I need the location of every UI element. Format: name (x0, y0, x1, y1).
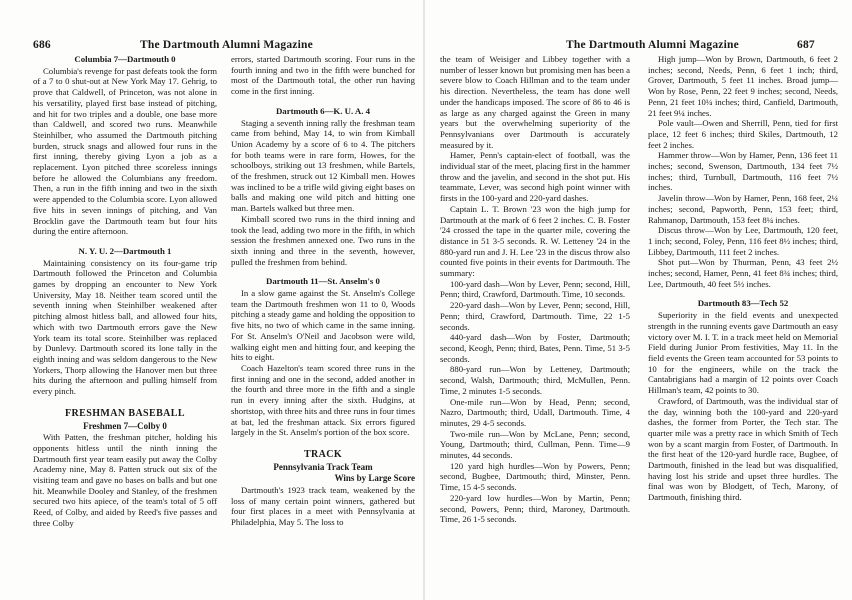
section-heading: Dartmouth 83—Tech 52 (697, 298, 789, 309)
spacer (33, 237, 217, 246)
paragraph: Captain L. T. Brown '23 won the high jump for Dartmouth at the mark of 6 feet 2 inches. C. B. Foster '24 crossed the tape in the quarter mile, covering the distance in 51 3-5 seconds. R. W. Letteney '24 in the 880-yard run and J. H. Lee '23 in the discus throw also counted five points in their events for Dartmouth. The summary: (440, 203, 630, 279)
paragraph: One-mile run—Won by Head, Penn; second, Nazro, Dartmouth; third, Udall, Dartmouth. Time, 4 minutes, 29 4-5 seconds. (440, 396, 630, 428)
section-heading: N. Y. U. 2—Dartmouth 1 (78, 245, 172, 256)
running-title: The Dartmouth Alumni Magazine (566, 39, 739, 51)
paragraph: Shot put—Won by Thurman, Penn, 43 feet 2½ inches; second, Hamer, Penn, 41 feet 8¾ inches; third, Lee, Dartmouth, 40 feet 5½ inches. (648, 257, 838, 289)
paragraph: Crawford, of Dartmouth, was the individual star of the day, winning both the 100-yard and 220-yard dashes, the former from Porter, the Tech star. The quarter mile was a pretty race in which Smith of Tech won by a scant margin from Foster, of Dartmouth. In the first heat of the 120-yard hurdle race, Bugbee, of Dartmouth, finished in the lead but was disqualified, having lost his stride and upset three hurdles. The final was won by Blodgett, of Tech, Marony, of Dartmouth, finishing third. (648, 395, 838, 503)
paragraph: Javelin throw—Won by Hamer, Penn, 168 feet, 2¼ inches; second, Papworth, Penn, 153 feet; third, Rahmanop, Dartmouth, 153 feet 8¼ inches. (648, 193, 838, 225)
paragraph: In a slow game against the St. Anselm's College team the Dartmouth freshmen won 11 to 0, Woods pitching a steady game and holding the opposition to five hits, no two of which came in the same inning. For St. Anselm's O'Neil and Jacobson were wild, walking eight men and hitting four, and keeping the hits to eight. (231, 288, 415, 363)
paragraph: Kimball scored two runs in the third inning and took the lead, adding two more in the fifth, in which session the freshmen annexed one. Two runs in the sixth inning and three in the seventh, however, pulled the freshmen from behind. (231, 213, 415, 267)
paragraph: Hamer, Penn's captain-elect of football, was the individual star of the meet, placing first in the hammer throw and the javelin, and second in the shot put. His teammate, Lever, was second high point winner with firsts in the 100-yard and 220-yard dashes. (440, 150, 630, 204)
paragraph: Columbia's revenge for past defeats took the form of a 7 to 0 shut-out at New York May 17. Gehrig, to prove that Caldwell, of Princeton, was not alone in his versatility, played first base instead of pitching, and hit for two triples and a double, one base more than Caldwell, and scored two runs. Meanwhile Steinhilber, who assumed the Dartmouth pitching burden, struck snags and allowed four runs in the first inning, thereby giving Lyon a job as a replacement. Lyon pitched three scoreless innings before he allowed the Columbians any freedom. Then, a run in the fifth inning and two in the sixth were appended to the Columbia score. Lyon allowed five hits in seven innings of pitching, and Van Brocklin gave the Dartmouth team but four hits during the entire afternoon. (33, 65, 217, 237)
running-title: The Dartmouth Alumni Magazine (140, 39, 313, 51)
text-column (440, 54, 630, 525)
right-page (426, 0, 852, 600)
paragraph: Staging a seventh inning rally the freshman team came from behind, May 14, to win from Kimball Union Academy by a score of 6 to 4. The pitchers for both teams were in rare form, Howes, for the schoolboys, striking out 13 freshmen, while Bartels, of the freshmen, struck out 12 Kimball men. Howes was inclined to be a trifle wild giving eight bases on balls and making one wild pitch and hitting one man. Bartels walked but three men. (231, 117, 415, 214)
paragraph: 880-yard run—Won by Letteney, Dartmouth; second, Walsh, Dartmouth; third, McMullen, Penn. Time, 2 minutes 1-5 seconds. (440, 364, 630, 396)
text-column (231, 54, 415, 528)
section-heading: Columbia 7—Dartmouth 0 (74, 54, 176, 64)
paragraph: Superiority in the field events and unexpected strength in the running events gave Dartmouth an easy victory over M. I. T. in a track meet held on Memorial Field during Junior Prom festivities, May 11. In the field events the Green team accounted for 53 points to 10 for the engineers, while on the track the Cantabrigians had a margin of 12 points over Coach Hillman's team, 42 points to 30. (648, 310, 838, 396)
text-column (33, 54, 217, 529)
section-heading: Pennsylvania Track Team (273, 461, 373, 472)
section-heading: FRESHMAN BASEBALL (65, 407, 185, 419)
paragraph: Discus throw—Won by Lee, Dartmouth, 120 feet, 1 inch; second, Foley, Penn, 116 feet 8½ inches; third, Libbey, Dartmouth, 111 feet 2 inches. (648, 225, 838, 257)
section-heading: Freshmen 7—Colby 0 (83, 420, 167, 431)
paragraph: Maintaining consistency on its four-game trip Dartmouth followed the Princeton and Columbia games by dropping an encounter to New York University, May 18. Neither team scored until the seventh inning when Steinhilber weakened after pitching almost hitless ball, and allowed four hits, which with two Dartmouth errors gave the New York team its total score. Steinhilber was replaced by Dunlevy. Dartmouth scored its lone tally in the eighth inning and was seldom dangerous to the New Yorkers, Thorp allowing the Hanover men but three hits during the afternoon and pulling himself from every pinch. (33, 257, 217, 397)
section-heading: Wins by Large Score (334, 473, 415, 484)
paragraph: 120 yard high hurdles—Won by Powers, Penn; second, Bugbee, Dartmouth; third, Minster, Penn. Time, 15 4-5 seconds. (440, 460, 630, 493)
spacer (231, 97, 415, 106)
page-gutter (423, 0, 425, 600)
paragraph: Dartmouth's 1923 track team, weakened by the loss of many certain point winners, gathered but four first places in a meet with Pennsylvania at Philadelphia, May 5. The loss to (231, 485, 415, 528)
paragraph: 100-yard dash—Won by Lever, Penn; second, Hill, Penn; third, Crawford, Dartmouth. Time, 10 seconds. (440, 278, 630, 300)
page-number: 687 (797, 39, 815, 51)
spacer (648, 289, 838, 298)
paragraph: High jump—Won by Brown, Dartmouth, 6 feet 2 inches; second, Needs, Penn, 6 feet 1 inch; third, Grover, Dartmouth, 5 feet 11 inches. Broad jump—Won by Rose, Penn, 22 feet 9 inches; second, Needs, Penn, 21 feet 10¼ inches; third, Canfield, Dartmouth, 21 feet 9¼ inches. (648, 54, 838, 118)
left-page (0, 0, 424, 600)
spacer (231, 267, 415, 276)
section-heading: Dartmouth 6—K. U. A. 4 (275, 105, 371, 116)
paragraph: Hammer throw—Won by Hamer, Penn, 136 feet 11 inches; second, Swenson, Dartmouth, 134 feet 7½ inches; third, Turnbull, Dartmouth, 116 feet 7½ inches. (648, 150, 838, 193)
text-column (648, 54, 838, 503)
section-heading: Dartmouth 11—St. Anselm's 0 (266, 276, 380, 287)
section-heading: TRACK (303, 448, 343, 460)
spacer (33, 397, 217, 406)
spacer (231, 438, 415, 447)
paragraph: 220-yard low hurdles—Won by Martin, Penn; second, Powers, Penn; third, Maroney, Dartmouth. Time, 26 1-5 seconds. (440, 492, 630, 525)
page-number: 686 (33, 39, 51, 51)
paragraph: Coach Hazelton's team scored three runs in the first inning and one in the second, added another in the fourth and three more in the fifth and a single run in every inning after the sixth. Hudgins, at shortstop, with three hits and three runs in four times at bat, led the freshman attack. Six errors figured largely in the St. Anselm's portion of the box score. (231, 362, 415, 438)
paragraph: the team of Weisiger and Libbey together with a number of lesser known but promising men has been a severe blow to Coach Hillman and to the team under his direction. Nevertheless, the team has done well under the handicaps imposed. The score of 86 to 46 is as large as any charged against the Green in many years but the overwhelming superiority of the Pennsylvanians over Dartmouth is accurately measured by it. (440, 54, 630, 150)
paragraph: 220-yard dash—Won by Lever, Penn; second, Hill, Penn; third, Crawford, Dartmouth. Time, 22 1-5 seconds. (440, 300, 630, 332)
paragraph: Two-mile run—Won by McLane, Penn; second, Young, Dartmouth; third, Cullman, Penn. Time—9 minutes, 44 seconds. (440, 428, 630, 461)
paragraph: 440-yard dash—Won by Foster, Dartmouth; second, Keogh, Penn; third, Bates, Penn. Time, 51 3-5 seconds. (440, 332, 630, 364)
paragraph: Pole vault—Owen and Sherrill, Penn, tied for first place, 12 feet 6 inches; third Skiles, Dartmouth, 12 feet 2 inches. (648, 118, 838, 150)
paragraph: With Patten, the freshman pitcher, holding his opponents hitless until the ninth inning the Dartmouth first year team easily put away the Colby Academy nine, May 8. Patten struck out six of the visiting team and gave no bases on balls and but one hit. Meanwhile Dooley and Stanley, of the freshmen secured two hits apiece, of the team's total of 5 off Reed, of Colby, and aided by Reed's five passes and three Colby (33, 432, 217, 528)
paragraph: errors, started Dartmouth scoring. Four runs in the fourth inning and two in the fifth were bunched for most of the Dartmouth total, the other run having come in the first inning. (231, 54, 415, 97)
